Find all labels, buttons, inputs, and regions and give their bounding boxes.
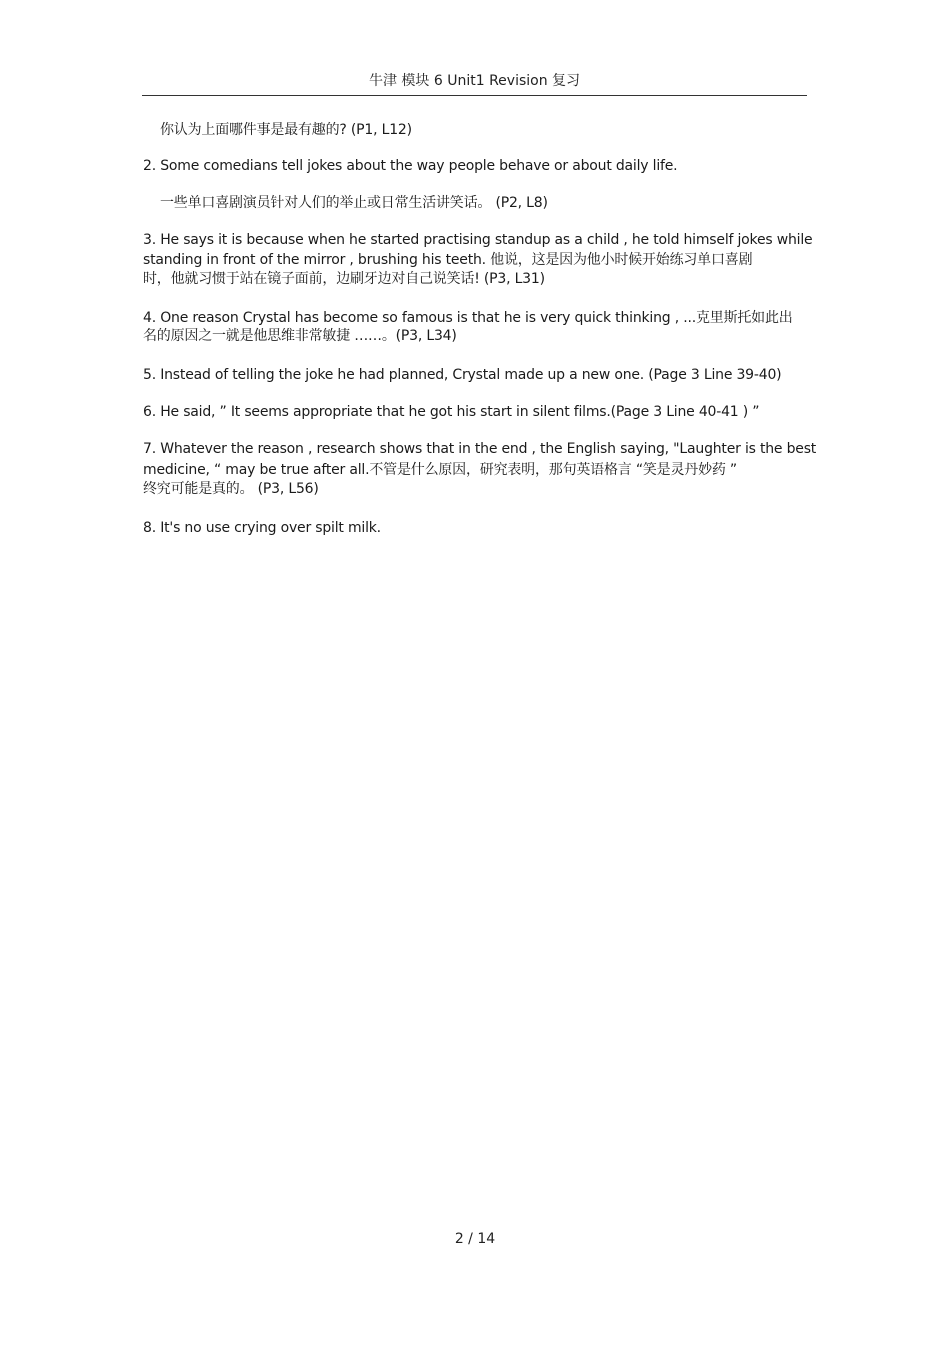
text-line: medicine, “ may be true after all.不管是什么原因，研究表明，那句英语格言 “笑是灵丹妙药 ” bbox=[143, 462, 737, 478]
text-line: 一些单口喜剧演员针对人们的举止或日常生活讲笑话。 (P2, L8) bbox=[160, 195, 548, 211]
text-line: standing in front of the mirror , brushing his teeth. 他说，这是因为他小时候开始练习单口喜剧 bbox=[143, 252, 753, 268]
page-header: 牛津 模块 6 Unit1 Revision 复习 bbox=[368, 73, 581, 89]
text-line: 7. Whatever the reason , research shows that in the end , the English saying, "Laughter is the best bbox=[143, 441, 817, 457]
text-line: 5. Instead of telling the joke he had planned, Crystal made up a new one. (Page 3 Line 39-40) bbox=[143, 367, 782, 383]
header-divider bbox=[142, 95, 807, 96]
text-line: 终究可能是真的。 (P3, L56) bbox=[143, 481, 319, 497]
text-line: 你认为上面哪件事是最有趣的? (P1, L12) bbox=[160, 122, 412, 138]
page-number: 2 / 14 bbox=[454, 1231, 496, 1247]
text-line: 名的原因之一就是他思维非常敏捷 ……。(P3, L34) bbox=[143, 328, 457, 344]
text-line: 时，他就习惯于站在镜子面前，边刷牙边对自己说笑话! (P3, L31) bbox=[143, 271, 545, 287]
text-line: 4. One reason Crystal has become so famous is that he is very quick thinking , ...克里斯托如此出 bbox=[143, 310, 793, 326]
text-line: 3. He says it is because when he started practising standup as a child , he told himself jokes while bbox=[143, 232, 813, 248]
text-line: 2. Some comedians tell jokes about the way people behave or about daily life. bbox=[143, 158, 678, 174]
text-line: 6. He said, ” It seems appropriate that he got his start in silent films.(Page 3 Line 40-41 ) ” bbox=[143, 404, 760, 420]
text-line: 8. It's no use crying over spilt milk. bbox=[143, 520, 381, 536]
